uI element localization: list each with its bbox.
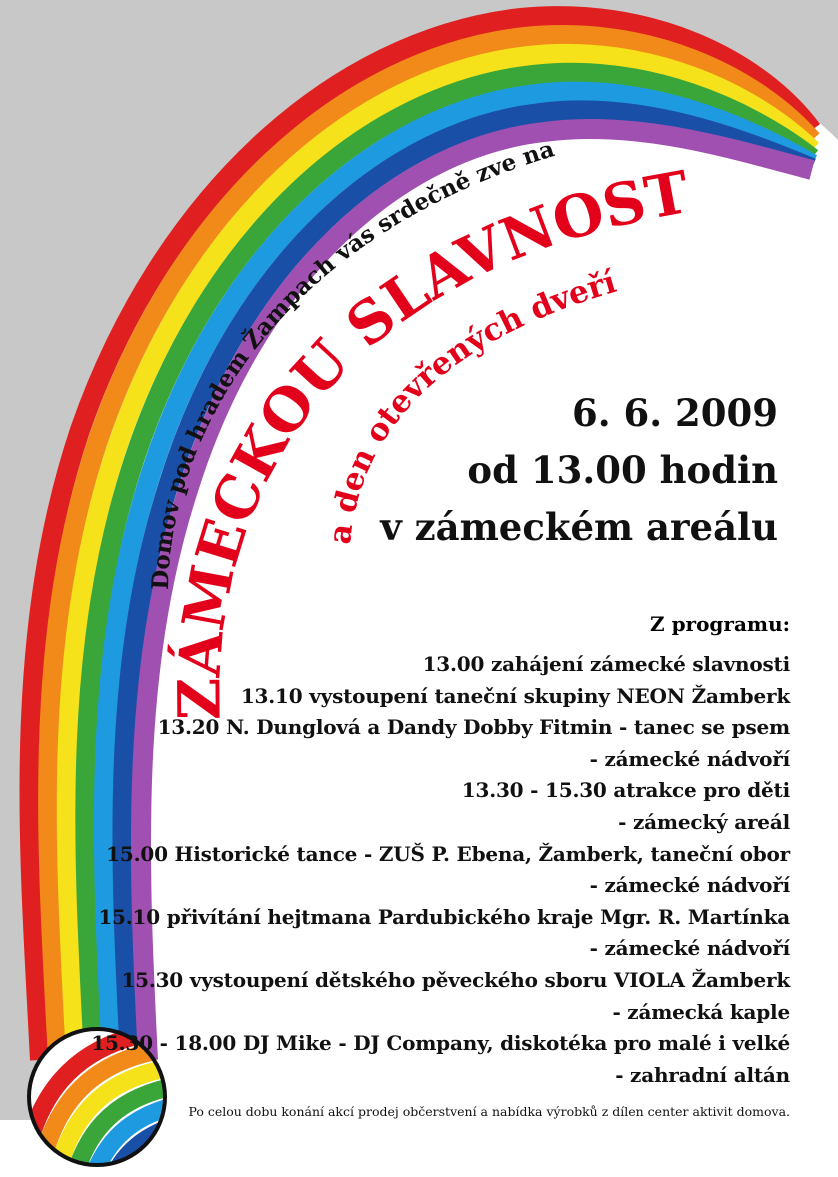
program-item: 13.10 vystoupení taneční skupiny NEON Žamberk — [240, 683, 790, 708]
event-place: v zámeckém areálu — [380, 505, 778, 549]
program-item: - zámecké nádvoří — [589, 936, 790, 961]
program-item: - zámecký areál — [618, 809, 790, 834]
event-time: od 13.00 hodin — [467, 448, 778, 492]
program-item: 13.00 zahájení zámecké slavnosti — [422, 652, 790, 676]
program-item: 15.30 vystoupení dětského pěveckého sboru VIOLA Žamberk — [121, 967, 790, 992]
program-list — [91, 649, 790, 1091]
program-item: - zámecká kaple — [612, 999, 790, 1024]
program-item: - zámecké nádvoří — [589, 873, 790, 898]
program-item: 15.30 - 18.00 DJ Mike - DJ Company, diskotéka pro malé i velké — [91, 1031, 790, 1056]
event-subtitle: a den otevřených dveří — [322, 264, 621, 546]
event-details — [380, 385, 778, 556]
program-item: 13.20 N. Dunglová a Dandy Dobby Fitmin - tanec se psem — [157, 715, 790, 740]
footnote: Po celou dobu konání akcí prodej občerstvení a nabídka výrobků z dílen center aktivit domova. — [188, 1104, 790, 1119]
program-item: - zahradní altán — [615, 1062, 790, 1087]
event-date: 6. 6. 2009 — [572, 391, 778, 435]
program-item: 13.30 - 15.30 atrakce pro děti — [461, 778, 790, 803]
program-item: - zámecké nádvoří — [589, 746, 790, 771]
program-item: 15.10 přivítání hejtmana Pardubického kraje Mgr. R. Martínka — [98, 904, 790, 929]
event-title: ZÁMECKOU SLAVNOST — [165, 158, 695, 721]
program-heading: Z programu: — [650, 612, 790, 636]
invitation-line: Domov pod hradem Žampach vás srdečně zve na — [146, 135, 558, 591]
program-item: 15.00 Historické tance - ZUŠ P. Ebena, Žamberk, taneční obor — [106, 841, 790, 866]
